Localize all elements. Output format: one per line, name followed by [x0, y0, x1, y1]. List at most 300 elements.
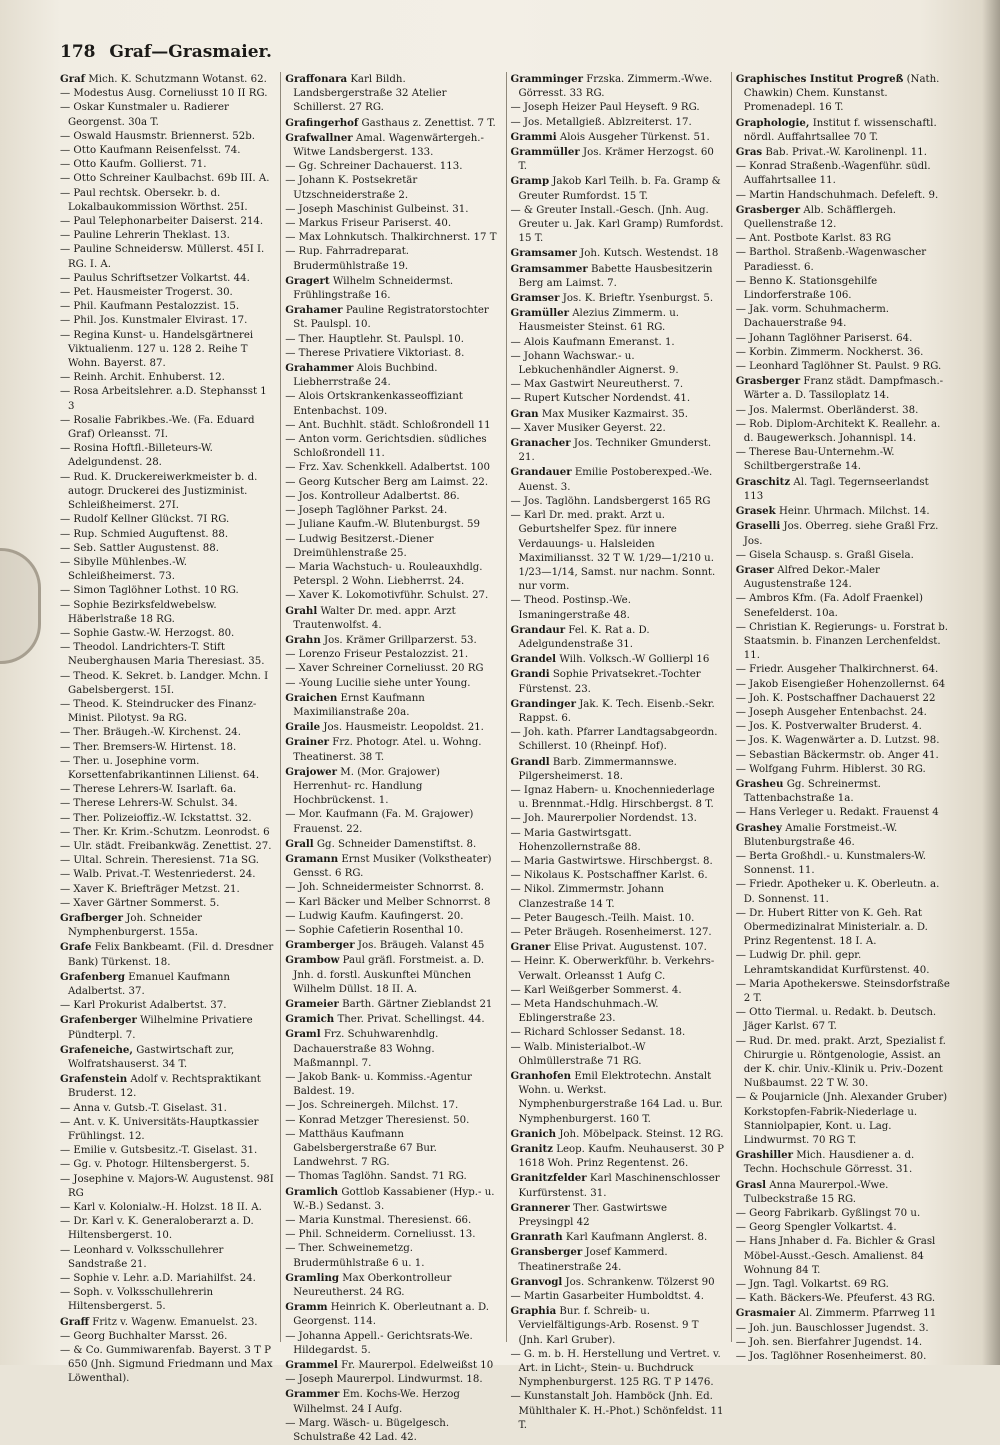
directory-entry — [511, 1201, 725, 1230]
entry-text: — G. m. b. H. Herstellung und Vertret. v. Art. in Licht-, Stein- u. Buchdruck Nymphenburgerst. 125 RG. T P 1476. — [510, 1348, 721, 1389]
directory-entry — [511, 350, 725, 378]
entry-text: — Josephine v. Majors-W. Augustenst. 98I RG — [60, 1173, 274, 1199]
page-title: Graf—Grasmaier. — [109, 42, 272, 62]
directory-entry — [511, 1127, 725, 1142]
directory-entry — [511, 1245, 725, 1274]
directory-entry — [511, 697, 725, 726]
entry-text: (Nath. Chawkin) Chem. Kunstanst. Promenadepl. 16 T. — [743, 74, 940, 114]
entry-text: — Jos. K. Postverwalter Bruderst. 4. — [735, 721, 922, 733]
entry-text: — Theod. K. Sekret. b. Landger. Mchn. I Gabelsbergerst. 15I. — [60, 670, 269, 696]
directory-entry — [285, 1128, 499, 1171]
directory-entry — [285, 1358, 499, 1373]
directory-entry — [511, 1041, 725, 1069]
entry-surname: Granacher — [510, 437, 571, 450]
entry-text: Alois Buchbind. Liebherrstraße 24. — [293, 363, 438, 389]
entry-surname: Grahl — [285, 604, 318, 617]
directory-entry — [511, 940, 725, 955]
directory-entry — [60, 513, 274, 527]
directory-entry — [511, 1290, 725, 1304]
directory-entry — [285, 604, 499, 633]
entry-text: — Gisela Schausp. s. Graßl Gisela. — [735, 549, 914, 561]
directory-entry — [60, 584, 274, 598]
entry-surname: Grasheu — [735, 777, 784, 790]
directory-entry — [60, 314, 274, 328]
entry-text: — Rud. Dr. med. prakt. Arzt, Spezialist f. Chirurgie u. Röntgenologie, Assist. an der K. chir. Univ.-Klinik u. Priv.-Dozent Nußbaumst. 22 T W. 30. — [735, 1035, 946, 1090]
directory-entry — [60, 1344, 274, 1387]
entry-text: — Max Lohnkutsch. Thalkirchnerst. 17 T — [285, 232, 497, 244]
directory-entry — [285, 490, 499, 504]
directory-entry — [285, 852, 499, 881]
entry-text: — Phil. Kaufmann Pestalozzist. 15. — [60, 301, 240, 313]
directory-entry — [736, 1148, 950, 1177]
directory-entry — [60, 726, 274, 740]
entry-text: — Ther. Bräugeh.-W. Kirchenst. 24. — [60, 727, 242, 739]
entry-surname: Granitzfelder — [510, 1172, 587, 1185]
entry-text: — Joseph Maschinist Gulbeinst. 31. — [285, 203, 469, 215]
directory-entry — [736, 189, 950, 203]
entry-text: Wilh. Volksch.-W Gollierpl 16 — [559, 654, 710, 666]
entry-text: — Kunstanstalt Joh. Hamböck (Jnh. Ed. Mühlthaler K. H.-Phot.) Schönfeldst. 11 T. — [510, 1391, 724, 1431]
entry-surname: Grasek — [735, 505, 776, 518]
directory-entry — [736, 475, 950, 504]
directory-entry — [736, 734, 950, 748]
entry-text: — Nikol. Zimmermstr. Johann Clanzestraße 14 T. — [510, 884, 664, 910]
entry-surname: Graner — [510, 941, 551, 954]
entry-surname: Grandel — [510, 653, 557, 666]
entry-text: — Berta Großhdl.- u. Kunstmalers-W. Sonnenst. 11. — [735, 850, 926, 877]
entry-text: Barth. Gärtner Zieblandst 21 — [342, 999, 493, 1010]
directory-entry — [511, 926, 725, 940]
entry-text: — Simon Taglöhner Lothst. 10 RG. — [60, 585, 239, 597]
entry-text: — Johanna Appell.- Gerichtsrats-We. Hildegardst. 5. — [285, 1330, 473, 1356]
directory-entry — [511, 306, 725, 335]
entry-text: Ther. Privat. Schellingst. 44. — [337, 1014, 485, 1026]
entry-surname: Grammi — [510, 130, 557, 143]
entry-text: Al. Tagl. Tegernseerlandst 113 — [743, 476, 929, 502]
entry-text: — Georg Buchhalter Marsst. 26. — [60, 1330, 228, 1342]
directory-entry — [60, 414, 274, 442]
entry-text: Ther. Gastwirtswe Preysingpl 42 — [518, 1202, 668, 1229]
directory-entry — [285, 720, 499, 735]
entry-text: — Ther. u. Josephine vorm. Korsettenfabrikantinnen Lilienst. 64. — [60, 755, 260, 781]
entry-surname: Gramich — [285, 1013, 335, 1026]
entry-surname: Granitz — [510, 1143, 553, 1156]
entry-surname: Gramann — [285, 852, 339, 865]
entry-text: — Joseph Taglöhner Parkst. 24. — [285, 505, 448, 517]
entry-text: — Therese Privatiere Viktoriast. 8. — [285, 347, 465, 359]
directory-entry — [511, 883, 725, 911]
entry-text: — Sophie Bezirksfeldwebelsw. Häberlstraße 18 RG. — [60, 599, 217, 625]
entry-text: — Ultal. Schrein. Theresienst. 71a SG. — [60, 855, 260, 867]
directory-entry — [511, 998, 725, 1026]
directory-entry — [60, 1102, 274, 1116]
entry-text: — Joh. Maurerpolier Nordendst. 13. — [510, 813, 697, 825]
directory-entry — [736, 1322, 950, 1336]
directory-columns — [60, 72, 950, 1444]
entry-text: — Ant. Postbote Karlst. 83 RG — [735, 233, 892, 245]
directory-entry — [285, 461, 499, 475]
directory-entry — [60, 1043, 274, 1072]
entry-text: — Ulr. städt. Freibankwäg. Zenettist. 27. — [60, 840, 272, 852]
entry-surname: Gragert — [285, 274, 330, 287]
entry-text: Pauline Registratorstochter St. Paulspl. 10. — [293, 305, 489, 331]
directory-entry — [60, 1315, 274, 1330]
entry-surname: Grandinger — [510, 697, 576, 710]
directory-entry — [736, 749, 950, 763]
entry-surname: Grahn — [285, 633, 321, 646]
directory-entry — [285, 203, 499, 217]
entry-surname: Graffonara — [285, 73, 348, 85]
entry-surname: Grafe — [60, 941, 92, 954]
directory-entry — [60, 999, 274, 1013]
entry-surname: Grahammer — [285, 362, 354, 375]
entry-text: M. (Mor. Grajower) Herrenhut- rc. Handlung Hochbrückenst. 1. — [293, 766, 440, 807]
column-4 — [731, 72, 950, 1363]
entry-text: — Johann Wachswar.- u. Lebkuchenhändler Aignerst. 9. — [510, 350, 679, 377]
directory-entry — [511, 509, 725, 594]
entry-text: Fritz v. Wagenw. Emanuelst. 23. — [92, 1316, 258, 1328]
directory-entry — [511, 1026, 725, 1040]
directory-entry — [285, 1300, 499, 1329]
entry-surname: Grafwallner — [285, 131, 353, 144]
entry-text: Gg. Schneider Damenstiftst. 8. — [316, 838, 477, 850]
entry-surname: Grafberger — [60, 911, 123, 924]
directory-entry — [511, 1069, 725, 1127]
entry-surname: Granvogl — [510, 1275, 563, 1288]
entry-text: Jos. K. Brieftr. Ysenburgst. 5. — [562, 293, 714, 305]
directory-entry — [60, 385, 274, 413]
entry-surname: Graphia — [510, 1305, 557, 1318]
entry-surname: Graphologie, — [735, 116, 810, 129]
entry-surname: Gramsammer — [510, 262, 588, 275]
entry-text: — Karl Dr. med. prakt. Arzt u. Geburtshelfer Spez. für innere Verdauungs- u. Halsleiden Maximiliansst. 32 T W. 1/29—1/210 u. 1/23—1/14, Samst. nur nachm. Sonnt. nur vorm. — [510, 510, 716, 593]
entry-text: Max Oberkontrolleur Neureutherst. 24 RG. — [293, 1272, 452, 1299]
entry-text: — Matthäus Kaufmann Gabelsbergerstraße 67 Bur. Landwehrst. 7 RG. — [285, 1128, 437, 1169]
directory-entry — [285, 662, 499, 676]
entry-text: — Theodol. Landrichters-T. Stift Neuberghausen Maria Theresiast. 35. — [60, 642, 265, 668]
entry-text: Heinr. Uhrmach. Milchst. 14. — [778, 506, 930, 518]
entry-surname: Graf — [60, 73, 86, 85]
directory-entry — [60, 840, 274, 854]
entry-text: — Maria Wachstuch- u. Rouleauxhdlg. Peterspl. 2 Wohn. Liebherrst. 24. — [285, 561, 483, 588]
entry-text: — Dr. Hubert Ritter von K. Geh. Rat Obermedizinalrat Ministerialr. a. D. Prinz Regentenst. 18 I. A. — [735, 907, 928, 948]
entry-text: — Frz. Xav. Schenkkell. Adalbertst. 100 — [285, 462, 490, 474]
entry-text: Sophie Privatsekret.-Tochter Fürstenst. 23. — [518, 669, 701, 695]
entry-surname: Grahamer — [285, 304, 343, 317]
directory-entry — [736, 446, 950, 474]
entry-text: — Ludwig Kaufm. Kaufingerst. 20. — [285, 910, 464, 922]
entry-text: — Xaver Schreiner Corneliusst. 20 RG — [285, 663, 484, 675]
entry-text: — Joseph Maurerpol. Lindwurmst. 18. — [285, 1374, 483, 1386]
directory-entry — [736, 418, 950, 446]
entry-surname: Gramüller — [510, 307, 569, 320]
entry-text: — Ludwig Dr. phil. gepr. Lehramtskandidat Kurfürstenst. 40. — [735, 950, 930, 976]
entry-text: — & Co. Gummiwarenfab. Bayerst. 3 T P 650 (Jnh. Sigmund Friedmann und Max Löwenthal). — [60, 1345, 273, 1385]
directory-entry — [60, 854, 274, 868]
entry-text: — Theod. K. Steindrucker des Finanz-Minist. Pilotyst. 9a RG. — [60, 698, 257, 725]
entry-text: Barb. Zimmermannswe. Pilgersheimerst. 18. — [518, 756, 677, 782]
entry-text: — Jakob Bank- u. Kommiss.-Agentur Baldest. 19. — [285, 1072, 472, 1098]
entry-text: Franz städt. Dampfmasch.-Wärter a. D. Tassiloplatz 14. — [743, 376, 944, 402]
directory-entry — [736, 907, 950, 950]
entry-text: — Johann Taglöhner Pariserst. 64. — [735, 332, 913, 344]
entry-text: Joh. Möbelpack. Steinst. 12 RG. — [559, 1128, 724, 1140]
entry-surname: Grafenstein — [60, 1073, 128, 1086]
directory-entry — [285, 938, 499, 953]
entry-text: Jos. Krämer Herzogst. 60 T. — [518, 147, 714, 173]
entry-surname: Grameier — [285, 998, 339, 1010]
entry-surname: Gramp — [510, 175, 550, 188]
entry-text: — Friedr. Ausgeher Thalkirchnerst. 64. — [735, 664, 939, 676]
entry-text: Emanuel Kaufmann Adalbertst. 37. — [68, 971, 230, 997]
entry-text: Frz. Photogr. Atel. u. Wohng. Theatinerst. 38 T. — [293, 737, 482, 763]
entry-text: — Anton vorm. Gerichtsdien. südliches Schloßrondell 11. — [285, 434, 487, 460]
entry-text: — Jos. Taglöhn. Landsbergerst 165 RG — [510, 495, 711, 507]
entry-text: — Sophie Gastw.-W. Herzogst. 80. — [60, 627, 235, 639]
entry-text: Jos. Bräugeh. Valanst 45 — [357, 940, 485, 952]
entry-surname: Granrath — [510, 1231, 563, 1244]
entry-text: — Meta Handschuhmach.-W. Eblingerstraße 23. — [510, 999, 659, 1025]
entry-text: Em. Kochs-We. Herzog Wilhelmst. 24 I Aufg. — [293, 1389, 460, 1415]
entry-text: Felix Bankbeamt. (Fil. d. Dresdner Bank) Türkenst. 18. — [68, 942, 274, 968]
entry-text: Emilie Postoberexped.-We. Auenst. 3. — [518, 467, 713, 493]
entry-text: Ernst Kaufmann Maximilianstraße 20a. — [293, 692, 425, 718]
entry-text: — Ther. Hauptlehr. St. Paulspl. 10. — [285, 333, 465, 345]
directory-entry — [60, 940, 274, 969]
directory-entry — [60, 797, 274, 811]
directory-entry — [511, 465, 725, 494]
directory-entry — [60, 542, 274, 556]
directory-entry — [60, 442, 274, 470]
entry-surname: Graser — [735, 563, 775, 576]
directory-entry — [285, 476, 499, 490]
entry-text: — Karl Weißgerber Sommerst. 4. — [510, 984, 682, 996]
entry-text: Jos. Techniker Gmunderst. 21. — [518, 438, 712, 464]
directory-entry — [60, 1013, 274, 1042]
directory-entry — [60, 1330, 274, 1344]
entry-text: — Maria Gastwirtsgatt. Hohenzollernstraße 88. — [510, 827, 641, 853]
entry-text: Fr. Maurerpol. Edelweißst 10 — [341, 1360, 494, 1372]
entry-text: Bur. f. Schreib- u. Vervielfältigungs-Arb. Rosenst. 9 T (Jnh. Karl Gruber). — [518, 1306, 699, 1346]
entry-surname: Grammer — [285, 1388, 340, 1401]
directory-entry — [511, 101, 725, 115]
directory-entry — [511, 726, 725, 754]
entry-surname: Graile — [285, 721, 321, 734]
entry-text: — Johann K. Postsekretär Utzschneiderstraße 2. — [285, 175, 418, 201]
entry-text: — Juliane Kaufm.-W. Blutenburgst. 59 — [285, 519, 480, 531]
directory-entry — [511, 984, 725, 998]
directory-entry — [736, 720, 950, 734]
directory-entry — [736, 850, 950, 878]
entry-text: — Karl v. Kolonialw.-H. Holzst. 18 II. A. — [60, 1202, 262, 1214]
directory-entry — [60, 215, 274, 229]
entry-surname: Gramminger — [510, 73, 583, 85]
entry-text: — Soph. v. Volksschullehrerin Hiltensbergerst. 5. — [60, 1287, 214, 1313]
directory-entry — [285, 245, 499, 273]
directory-entry — [285, 561, 499, 589]
entry-text: — Therese Bau-Unternehm.-W. Schiltbergerstraße 14. — [735, 447, 895, 473]
entry-surname: Grajower — [285, 765, 338, 778]
entry-text: — Paulus Schriftsetzer Volkartst. 44. — [60, 272, 250, 284]
directory-entry — [511, 1348, 725, 1391]
entry-surname: Granich — [510, 1127, 557, 1140]
directory-entry — [60, 1244, 274, 1272]
entry-text: Gastwirtschaft zur, Wolfratshauserst. 34 T. — [68, 1044, 235, 1071]
directory-entry — [285, 1170, 499, 1184]
directory-entry — [60, 187, 274, 215]
directory-entry — [736, 160, 950, 188]
entry-text: — Kath. Bäckers-We. Pfeuferst. 43 RG. — [735, 1293, 936, 1305]
entry-text: Alfred Dekor.-Maler Augustenstraße 124. — [743, 564, 880, 591]
entry-text: — Rosina Hoftfl.-Billeteurs-W. Adelgundenst. 28. — [60, 443, 213, 469]
directory-entry — [285, 419, 499, 433]
entry-text: — Joh. sen. Bierfahrer Jugendst. 14. — [735, 1336, 923, 1348]
entry-text: — Ambros Kfm. (Fa. Adolf Fraenkel) Senefelderst. 10a. — [735, 593, 923, 619]
entry-surname: Grambow — [285, 954, 340, 967]
directory-entry — [60, 130, 274, 144]
entry-text: — Konrad Straßenb.-Wagenführ. südl. Auffahrtsallee 11. — [735, 161, 931, 187]
directory-entry — [736, 549, 950, 563]
directory-entry — [511, 652, 725, 667]
directory-entry — [60, 471, 274, 514]
directory-entry — [736, 678, 950, 692]
entry-text: — Otto Kaufm. Gollierst. 71. — [60, 159, 207, 171]
entry-text: — Nikolaus K. Postschaffner Karlst. 6. — [510, 870, 708, 882]
entry-text: — Therese Lehrers-W. Schulst. 34. — [60, 798, 238, 810]
directory-entry — [285, 1373, 499, 1387]
directory-entry — [736, 563, 950, 592]
directory-entry — [736, 116, 950, 145]
directory-entry — [511, 436, 725, 465]
entry-surname: Graselli — [735, 520, 781, 533]
directory-entry — [736, 1006, 950, 1034]
entry-text: — Therese Lehrers-W. Isarlaft. 6a. — [60, 784, 237, 796]
directory-entry — [511, 72, 725, 101]
entry-text: Alois Ausgeher Türkenst. 51. — [559, 131, 710, 143]
entry-text: Amalie Forstmeist.-W. Blutenburgstraße 46. — [743, 822, 898, 848]
directory-entry — [285, 231, 499, 245]
directory-entry — [511, 869, 725, 883]
entry-text: — Regina Kunst- u. Handelsgärtnerei Viktualienm. 127 u. 128 2. Reihe T Wohn. Bayerst. 87. — [60, 329, 254, 370]
entry-text: Mich. Hausdiener a. d. Techn. Hochschule Görresst. 31. — [743, 1150, 915, 1176]
entry-surname: Graphisches Institut Progreß — [735, 73, 904, 85]
entry-text: — Seb. Sattler Augustenst. 88. — [60, 542, 219, 554]
directory-entry — [736, 1221, 950, 1235]
directory-entry — [736, 692, 950, 706]
entry-text: — Georg Fabrikarb. Gyßlingst 70 u. — [735, 1208, 921, 1220]
directory-entry — [60, 826, 274, 840]
entry-surname: Gramsamer — [510, 247, 577, 260]
entry-text: — Jos. Malermst. Oberländerst. 38. — [735, 404, 919, 416]
directory-entry — [511, 812, 725, 826]
directory-entry — [285, 1242, 499, 1270]
directory-entry — [736, 360, 950, 374]
directory-entry — [285, 765, 499, 809]
entry-text: Al. Zimmerm. Pfarrweg 11 — [798, 1308, 937, 1320]
entry-text: — Phil. Schneiderm. Corneliusst. 13. — [285, 1229, 476, 1241]
entry-text: — Wolfgang Fuhrm. Hiblerst. 30 RG. — [735, 763, 926, 775]
entry-surname: Grandaur — [510, 623, 566, 636]
entry-text: Amal. Wagenwärtergeh.-Witwe Landsbergerst. 133. — [293, 132, 484, 159]
directory-entry — [736, 1278, 950, 1292]
entry-text: — Xaver K. Lokomotivführ. Schulst. 27. — [285, 590, 489, 602]
entry-surname: Grafingerhof — [285, 116, 359, 129]
entry-surname: Gransberger — [510, 1246, 583, 1259]
directory-entry — [60, 883, 274, 897]
directory-entry — [511, 755, 725, 784]
directory-entry — [736, 1350, 950, 1364]
entry-text: Anna Maurerpol.-Wwe. Tulbeckstraße 15 RG. — [743, 1179, 889, 1205]
directory-entry — [285, 1387, 499, 1416]
directory-entry — [285, 589, 499, 603]
entry-text: — Jos. Taglöhner Rosenheimerst. 80. — [735, 1351, 927, 1363]
entry-text: — Alois Ortskrankenkasseoffiziant Entenbachst. 109. — [285, 391, 463, 417]
directory-entry — [285, 1012, 499, 1027]
directory-entry — [60, 286, 274, 300]
directory-entry — [285, 910, 499, 924]
entry-text: Gg. Schreinermst. Tattenbachstraße 1a. — [743, 778, 881, 805]
directory-entry — [60, 783, 274, 797]
directory-entry — [60, 911, 274, 940]
entry-text: Walter Dr. med. appr. Arzt Trautenwolfst. 4. — [293, 605, 456, 631]
directory-entry — [285, 1099, 499, 1113]
entry-text: — -Young Lucilie siehe unter Young. — [285, 677, 471, 689]
directory-entry — [60, 970, 274, 999]
directory-entry — [285, 361, 499, 390]
entry-text: Heinrich K. Oberleutnant a. D. Georgenst. 114. — [293, 1302, 490, 1328]
directory-entry — [736, 1292, 950, 1306]
directory-entry — [736, 374, 950, 403]
entry-text: — Pauline Lehrerin Theklast. 13. — [60, 230, 230, 242]
entry-text: Karl Bildh. Landsbergerstraße 32 Atelier Schillerst. 27 RG. — [293, 74, 447, 114]
column-3 — [506, 72, 725, 1431]
directory-entry — [736, 706, 950, 720]
entry-text: Jos. Oberreg. siehe Graßl Frz. Jos. — [743, 521, 939, 547]
entry-surname: Grashey — [735, 821, 782, 834]
directory-entry — [736, 806, 950, 820]
directory-entry — [285, 648, 499, 662]
directory-entry — [285, 72, 499, 116]
directory-entry — [736, 777, 950, 806]
entry-text: — Martin Handschuhmach. Defeleft. 9. — [735, 189, 939, 201]
entry-text: — Joseph Heizer Paul Heyseft. 9 RG. — [510, 102, 700, 114]
directory-entry — [60, 87, 274, 101]
directory-entry — [736, 303, 950, 331]
entry-text: — Peter Baugesch.-Teilh. Maist. 10. — [510, 912, 695, 924]
entry-text: Jakob Karl Teilh. b. Fa. Gramp & Greuter Rumfordst. 15 T. — [518, 176, 721, 202]
entry-text: Paul gräfl. Forstmeist. a. D. Jnh. d. forstl. Auskunftei München Wilhelm Düllst. 18 II. A. — [293, 955, 485, 995]
directory-entry — [736, 1091, 950, 1148]
entry-text: Leop. Kaufm. Neuhauserst. 30 P 1618 Woh. Prinz Regentenst. 26. — [518, 1144, 724, 1170]
entry-surname: Grainer — [285, 736, 330, 749]
entry-text: — Jos. Kontrolleur Adalbertst. 86. — [285, 490, 460, 502]
directory-entry — [736, 1306, 950, 1321]
entry-text: — Rob. Diplom-Architekt K. Reallehr. a. d. Baugewerksch. Johannispl. 14. — [735, 418, 941, 445]
directory-entry — [60, 229, 274, 243]
directory-entry — [511, 1171, 725, 1200]
entry-text: — Otto Schreiner Kaulbachst. 69b III. A. — [60, 173, 270, 185]
entry-surname: Grammel — [285, 1359, 338, 1372]
directory-entry — [60, 528, 274, 542]
directory-entry — [285, 160, 499, 174]
entry-text: — Heinr. K. Oberwerkführ. b. Verkehrs-Verwalt. Orleansst 1 Aufg C. — [510, 956, 715, 982]
entry-surname: Grammüller — [510, 146, 580, 159]
entry-text: — Joh. kath. Pfarrer Landtagsabgeordn. Schillerst. 10 (Rheinpf. Hof). — [510, 727, 718, 753]
entry-text: — Pauline Schneidersw. Müllerst. 45I I. RG. I. A. — [60, 244, 265, 270]
entry-text: — Dr. Karl v. K. Generaloberarzt a. D. Hiltensbergerst. 10. — [60, 1216, 254, 1242]
entry-text: — Paul rechtsk. Obersekr. b. d. Lokalbaukommission Wörthst. 25I. — [60, 187, 248, 213]
directory-entry — [736, 621, 950, 664]
